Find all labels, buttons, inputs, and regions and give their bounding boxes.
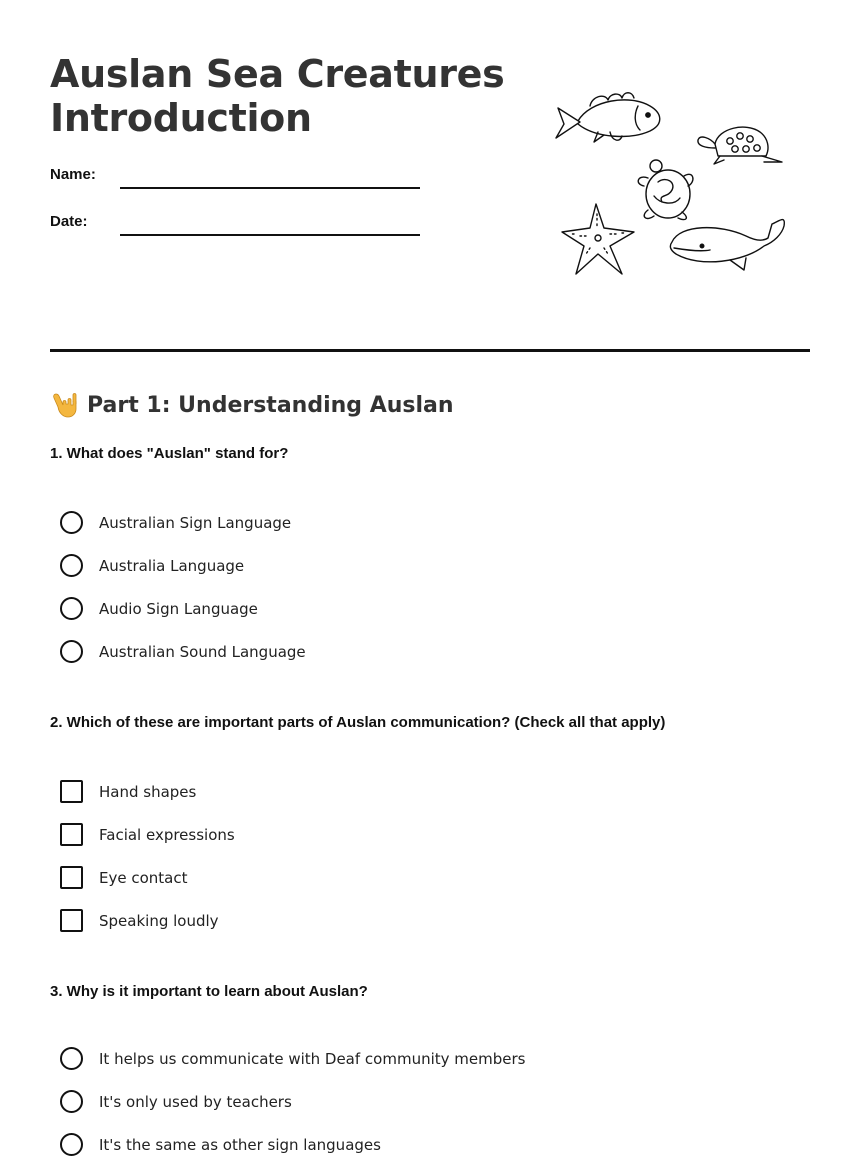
- checkbox[interactable]: [60, 780, 83, 803]
- answer-option[interactable]: [60, 587, 306, 630]
- radio-button[interactable]: [60, 597, 83, 620]
- fish-icon: [556, 93, 660, 142]
- worksheet-title: [50, 52, 504, 140]
- answer-option[interactable]: [60, 630, 306, 673]
- checkbox[interactable]: [60, 866, 83, 889]
- answer-option[interactable]: [60, 813, 235, 856]
- radio-button[interactable]: [60, 1090, 83, 1113]
- date-label: Date:: [50, 213, 88, 230]
- option-label: It's the same as other sign languages: [99, 1135, 381, 1154]
- option-label: Australia Language: [99, 556, 245, 575]
- section-divider: [50, 349, 810, 352]
- option-label: Eye contact: [99, 868, 188, 887]
- name-label: Name:: [50, 166, 96, 183]
- option-label: It helps us communicate with Deaf community members: [99, 1049, 526, 1068]
- answer-option[interactable]: [60, 1123, 525, 1166]
- turtle-top-icon: [638, 160, 693, 220]
- answer-option[interactable]: [60, 899, 235, 942]
- title-line-2: Introduction: [50, 96, 312, 140]
- answer-option[interactable]: [60, 770, 235, 813]
- turtle-icon: [698, 127, 782, 164]
- option-label: Australian Sign Language: [99, 513, 292, 532]
- question-1-options: [60, 501, 306, 673]
- radio-button[interactable]: [60, 1047, 83, 1070]
- question-1: 1. What does "Auslan" stand for?: [50, 445, 289, 462]
- answer-option[interactable]: [60, 1037, 525, 1080]
- whale-icon: [670, 220, 784, 270]
- question-3: 3. Why is it important to learn about Auslan?: [50, 983, 368, 1000]
- answer-option[interactable]: [60, 856, 235, 899]
- radio-button[interactable]: [60, 554, 83, 577]
- radio-button[interactable]: [60, 1133, 83, 1156]
- answer-option[interactable]: [60, 1080, 525, 1123]
- question-2-options: [60, 770, 235, 942]
- answer-option[interactable]: [60, 544, 306, 587]
- name-input-line[interactable]: [120, 187, 420, 189]
- answer-option[interactable]: [60, 501, 306, 544]
- checkbox[interactable]: [60, 823, 83, 846]
- option-label: It's only used by teachers: [99, 1092, 292, 1111]
- love-you-hand-icon: [50, 390, 80, 420]
- question-3-options: [60, 1037, 525, 1166]
- option-label: Facial expressions: [99, 825, 235, 844]
- question-2: 2. Which of these are important parts of Auslan communication? (Check all that apply): [50, 714, 666, 731]
- option-label: Audio Sign Language: [99, 599, 258, 618]
- option-label: Speaking loudly: [99, 911, 219, 930]
- part1-title: Part 1: Understanding Auslan: [87, 392, 454, 418]
- title-line-1: Auslan Sea Creatures: [50, 52, 505, 96]
- checkbox[interactable]: [60, 909, 83, 932]
- starfish-icon: [562, 204, 634, 274]
- option-label: Australian Sound Language: [99, 642, 306, 661]
- sea-creatures-illustration: [550, 86, 795, 281]
- option-label: Hand shapes: [99, 782, 197, 801]
- date-input-line[interactable]: [120, 234, 420, 236]
- part1-heading: [50, 389, 454, 421]
- radio-button[interactable]: [60, 640, 83, 663]
- radio-button[interactable]: [60, 511, 83, 534]
